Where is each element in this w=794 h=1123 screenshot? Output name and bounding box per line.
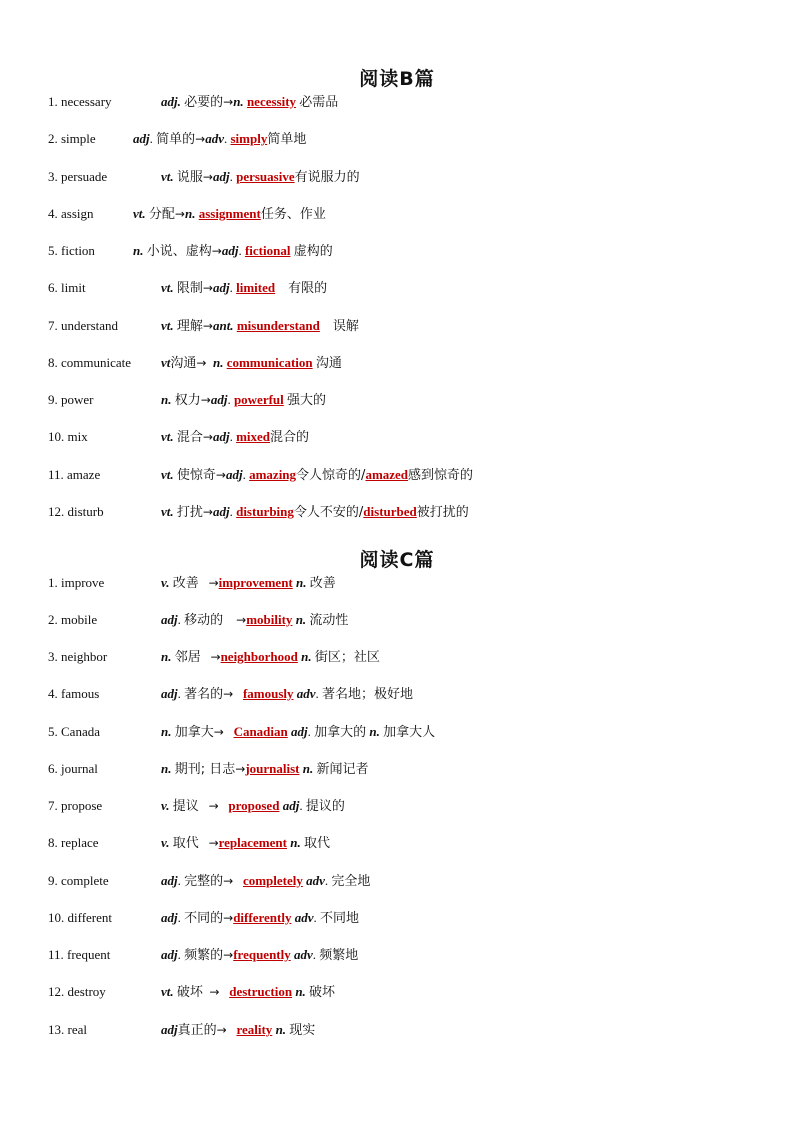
meaning: 不同的 [184,911,224,926]
arrow-icon: → [202,319,213,333]
answer: frequently [233,947,291,962]
arrow-icon: → [208,576,219,590]
headword: 2. simple [48,131,96,146]
headword: 6. limit [48,280,86,295]
arrow-icon: → [195,132,206,146]
meaning: 有限的 [288,281,328,296]
answer: simply [230,131,268,146]
pos-label: n. [184,206,196,221]
pos-label: adj [291,724,308,739]
arrow-icon: → [209,985,220,999]
pos-label: vt. [161,429,174,444]
meaning: 加拿大人 [383,725,436,740]
arrow-icon: → [202,170,213,184]
arrow-icon: → [196,356,207,370]
headword: 7. understand [48,318,119,333]
answer: amazing [249,467,297,482]
pos-label: n. [301,649,312,664]
arrow-icon: → [202,505,213,519]
pos-label: adj [212,429,230,444]
pos-label: adj [161,947,178,962]
pos-label: n. [212,355,224,370]
meaning: 强大的 [287,393,327,408]
answer: communication [226,355,313,370]
meaning: 简单的 [156,132,196,147]
pos-label: adv [205,131,224,146]
arrow-icon: → [202,281,213,295]
meaning: 移动的 [184,613,224,628]
meaning: 著名地；极好地 [322,687,414,702]
pos-label: n. [296,575,307,590]
headword: 11. amaze [48,467,101,482]
answer: journalist [245,761,300,776]
meaning: 必需品 [299,95,339,110]
meaning: 加拿大 [174,725,214,740]
headword: 11. frequent [48,947,111,962]
pos-label: adv [294,910,314,925]
headword: 7. propose [48,798,103,813]
answer: assignment [198,206,261,221]
pos-label: v. [161,835,170,850]
pos-label: vt. [161,280,174,295]
pos-label: adj [212,280,230,295]
answer: necessity [246,94,297,109]
answer: disturbing [236,504,294,519]
pos-label: v. [161,798,170,813]
pos-label: v. [161,575,170,590]
pos-label: n. [275,1022,287,1037]
pos-label: n. [133,243,144,258]
headword: 4. assign [48,206,94,221]
pos-label: n. [161,761,172,776]
headword: 8. replace [48,835,99,850]
pos-label: n. [295,984,306,999]
pos-label: adj [161,1022,178,1037]
pos-label: n. [369,724,380,739]
pos-label: adj [212,504,230,519]
arrow-icon: → [211,244,222,258]
section-b-title: 阅读B篇 [359,68,435,90]
pos-label: n. [161,649,172,664]
arrow-icon: → [216,1023,227,1037]
meaning: 打扰 [176,505,203,520]
pos-label: adj. [161,94,181,109]
pos-label: adj [282,798,300,813]
meaning: 感到惊奇的 [408,468,474,483]
meaning: 完整的 [184,874,224,889]
pos-label: n. [233,94,244,109]
headword: 2. mobile [48,612,98,627]
meaning: 虚构的 [293,244,333,259]
pos-label: adj [225,467,243,482]
pos-label: adj [161,686,178,701]
answer: powerful [233,392,284,407]
headword: 3. neighbor [48,649,108,664]
pos-label: vt. [161,984,174,999]
meaning: 现实 [289,1023,316,1038]
headword: 3. persuade [48,169,108,184]
meaning: 破坏 [309,985,336,1000]
headword: 13. real [48,1022,87,1037]
answer: mobility [246,612,293,627]
headword: 10. different [48,910,113,925]
pos-label: adj [133,131,150,146]
meaning: 著名的 [184,687,224,702]
meaning: 完全地 [331,874,371,889]
pos-label: vt. [161,504,174,519]
answer: differently [233,910,292,925]
meaning: 权力 [174,393,201,408]
meaning: 期刊; 日志 [174,762,236,777]
pos-label: vt. [161,467,174,482]
meaning: 简单地 [267,132,307,147]
pos-label: adj [161,612,178,627]
arrow-icon: → [235,762,246,776]
answer: persuasive [236,169,295,184]
answer: mixed [236,429,271,444]
meaning: 误解 [332,319,359,334]
answer: Canadian [233,724,288,739]
meaning: 小说、虚构 [146,244,212,259]
answer: fictional [244,243,291,258]
arrow-icon: → [215,468,226,482]
headword: 12. destroy [48,984,106,999]
arrow-icon: → [223,95,234,109]
pos-label: ant. [212,318,234,333]
answer: reality [236,1022,273,1037]
pos-label: adj [212,169,230,184]
meaning: 真正的 [177,1023,217,1038]
meaning: 新闻记者 [316,762,369,777]
meaning: 街区；社区 [314,650,380,665]
meaning: 提议 [172,799,199,814]
pos-label: vt. [133,206,146,221]
meaning: 任务、作业 [260,207,326,222]
pos-label: n. [161,724,172,739]
meaning: 混合的 [270,430,310,445]
meaning: 流动性 [309,613,349,628]
answer: disturbed [363,504,417,519]
pos-label: n. [290,835,301,850]
meaning: 必要的 [184,95,224,110]
pos-label: adv [306,873,325,888]
headword: 1. necessary [48,94,112,109]
meaning: 提议的 [305,799,345,814]
pos-label: adv [294,947,313,962]
meaning: 混合 [176,430,203,445]
arrow-icon: → [223,874,234,888]
meaning: 分配 [148,207,175,222]
meaning: 不同地 [319,911,359,926]
arrow-icon: → [223,911,234,925]
pos-label: n. [161,392,172,407]
pos-label: n. [302,761,314,776]
arrow-icon: → [223,948,234,962]
meaning: 沟通 [170,356,197,371]
meaning: 被打扰的 [416,505,469,520]
meaning: 频繁的 [184,948,224,963]
meaning: 改善 [172,576,199,591]
arrow-icon: → [200,393,211,407]
arrow-icon: → [236,613,247,627]
meaning: 破坏 [176,985,203,1000]
headword: 5. fiction [48,243,95,258]
answer: completely [242,873,303,888]
answer: improvement [218,575,293,590]
headword: 4. famous [48,686,100,701]
section-c-title: 阅读C篇 [359,549,435,571]
answer: amazed [365,467,409,482]
answer: limited [236,280,276,295]
arrow-icon: → [202,430,213,444]
answer: replacement [218,835,287,850]
headword: 8. communicate [48,355,132,370]
pos-label: adj [161,873,178,888]
meaning: 邻居 [174,650,201,665]
answer: famously [242,686,294,701]
headword: 9. complete [48,873,109,888]
pos-label: adv [296,686,316,701]
headword: 9. power [48,392,94,407]
meaning: 说服 [176,170,203,185]
pos-label: vt. [161,318,174,333]
arrow-icon: → [213,725,224,739]
answer: neighborhood [220,649,298,664]
meaning: 频繁地 [319,948,359,963]
meaning: 理解 [176,319,203,334]
answer: proposed [228,798,280,813]
answer: destruction [229,984,293,999]
pos-label: adj [221,243,239,258]
pos-label: n. [295,612,307,627]
meaning: 限制 [176,281,203,296]
meaning: 使惊奇 [176,468,216,483]
headword: 12. disturb [48,504,104,519]
meaning: 沟通 [315,356,342,371]
meaning: 有说服力的 [294,170,360,185]
headword: 1. improve [48,575,105,590]
meaning: 令人惊奇的/ [296,468,366,483]
arrow-icon: → [208,836,219,850]
arrow-icon: → [208,799,219,813]
pos-label: adj [210,392,228,407]
arrow-icon: → [210,650,221,664]
arrow-icon: → [174,207,185,221]
meaning: 取代 [172,836,199,851]
meaning: 改善 [309,576,336,591]
arrow-icon: → [223,687,234,701]
headword: 6. journal [48,761,98,776]
pos-label: vt. [161,169,174,184]
pos-label: vt [161,355,171,370]
answer: misunderstand [236,318,320,333]
headword: 5. Canada [48,724,100,739]
headword: 10. mix [48,429,88,444]
meaning: 令人不安的/ [293,505,364,520]
pos-label: adj [161,910,178,925]
meaning: 取代 [303,836,330,851]
meaning: 加拿大的 [314,725,367,740]
